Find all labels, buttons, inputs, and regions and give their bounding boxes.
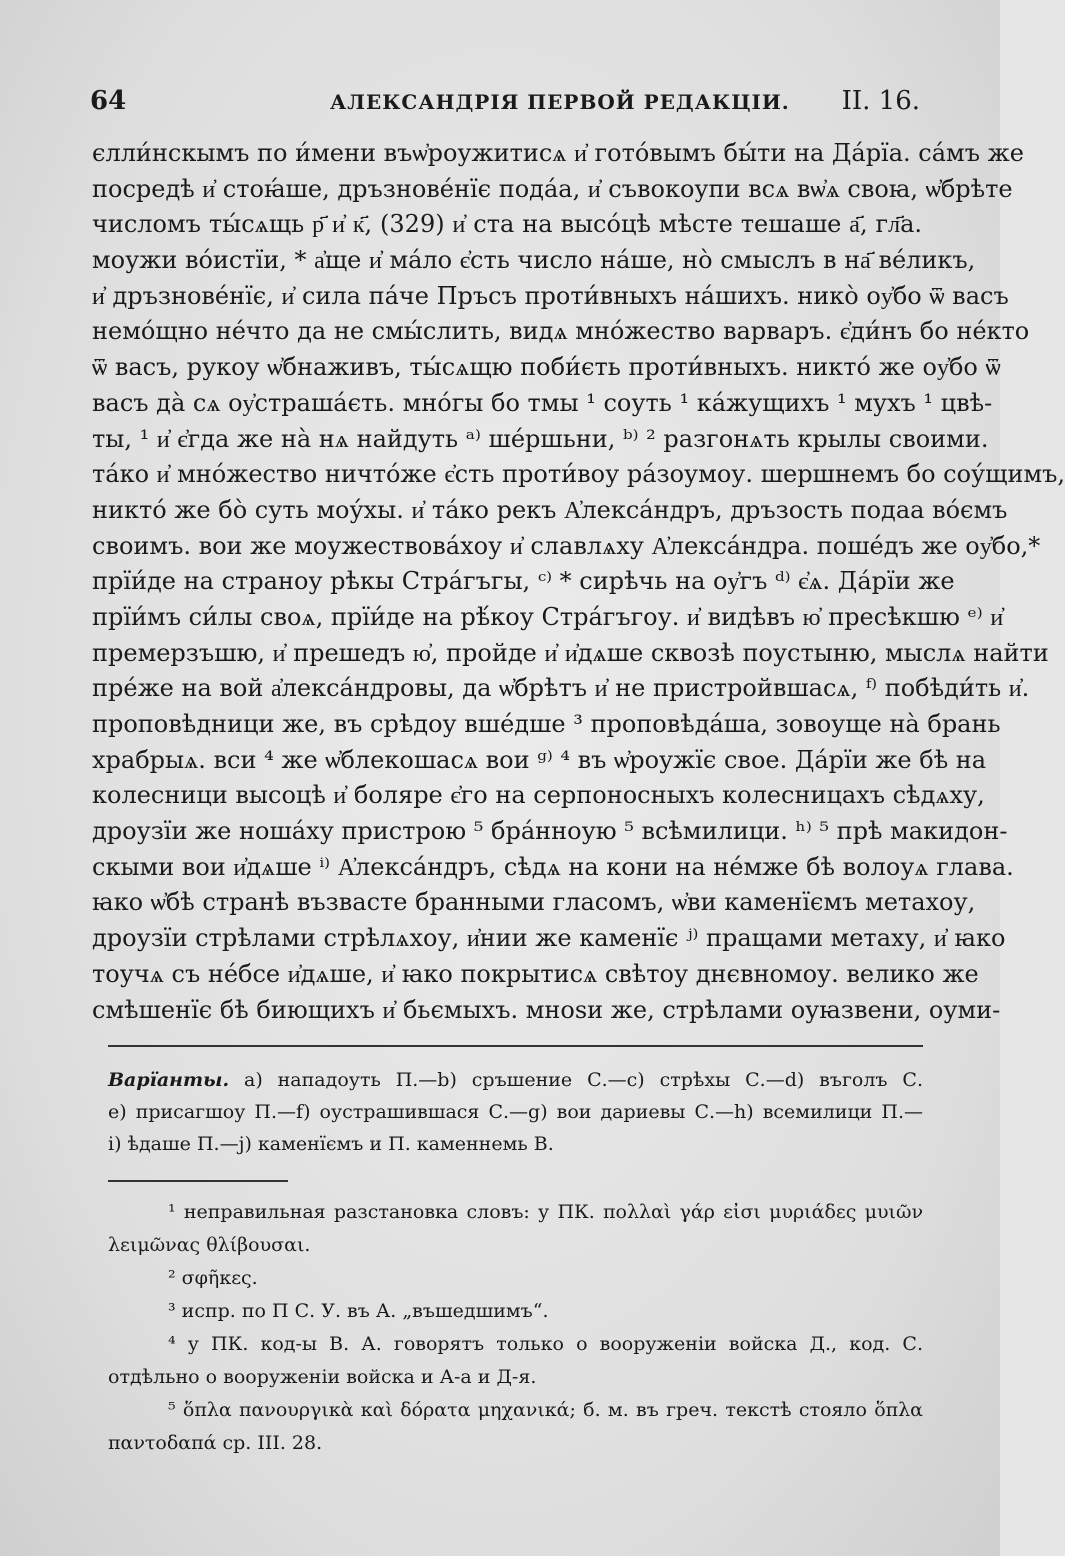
text-line: ѿ васъ, рукоу ѡ҆бнаживъ, ты́сѧщю поби́єть проти́вныхъ. никто́ же оу҆бо ѿ bbox=[92, 353, 1001, 382]
text-line: колесници высоцѣ и҆ боляре є҆го на серпоносныхъ колесницахъ сѣдѧху, bbox=[92, 781, 985, 810]
footnote-line: ⁵ ὅπλα πανουργικὰ καὶ δόρατα μηχανικά; б. м. въ греч. текстѣ стояло ὅπλα bbox=[168, 1399, 923, 1421]
footnote-line: λειμῶνας θλίβουσαι. bbox=[108, 1234, 311, 1256]
text-line: числомъ ты́сѧщь р҃ и҆ к҃, (329) и҆ ста на высо́цѣ мѣсте тешаше а҃, гл҃а. bbox=[92, 210, 922, 239]
text-line: смѣшенїє бѣ биющихъ и҆ бьємыхъ. мноѕи же, стрѣлами оуꙗзвени, оуми- bbox=[92, 995, 1001, 1024]
page-header bbox=[90, 86, 920, 120]
main-text bbox=[92, 136, 1065, 1028]
footnote-line: отдѣльно о вооруженіи войска и А-а и Д-я. bbox=[108, 1366, 537, 1388]
text-line: скыми вои и҆дѧше ⁱ⁾ А҆лекса́ндръ, сѣдѧ на кони на не́мже бѣ волоуѧ глава. bbox=[92, 852, 1014, 881]
text-line: никто́ же бо̀ суть моу́хы. и҆ та́ко рекъ А҆лекса́ндръ, дръзость подаа во́ємъ bbox=[92, 495, 1008, 524]
footnote-line: ¹ неправильная разстановка словъ: у ПК. πολλαὶ γάρ εἰσι μυριάδες μυιῶν bbox=[168, 1201, 923, 1223]
separator-rule bbox=[108, 1045, 923, 1047]
text-line: васъ да̀ сѧ оу҆страша́єть. мно́гы бо тмы ¹ соуть ¹ ка́жущихъ ¹ мухъ ¹ цвѣ- bbox=[92, 388, 993, 417]
page-number: 64 bbox=[90, 86, 127, 116]
text-line: прїи́де на страноу рѣкы Стра́гъгы, ᶜ⁾ * сирѣчь на оу҆гъ ᵈ⁾ є҆ѧ. Да́рїи же bbox=[92, 567, 955, 596]
text-line: и҆ дръзнове́нїє, и҆ сила па́че Пръсъ проти́вныхъ на́шихъ. нико̀ оу҆бо ѿ васъ bbox=[92, 281, 1009, 310]
text-line: моужи во́истїи, * а҆ще и҆ ма́ло є҆сть число на́ше, но̀ смыслъ в на҃ ве́ликъ, bbox=[92, 246, 976, 275]
text-line: немо́щно не́что да не смы́слить, видѧ мно́жество варваръ. є҆ди́нъ бо не́кто bbox=[92, 317, 1030, 346]
variants-text: a) нападоуть П.—b) сръшение С.—c) стрѣхы С.—d) въголъ С. bbox=[244, 1069, 923, 1091]
text-line: єлли́нскымъ по и́мени въѡ҆роужитисѧ и҆ гото́вымъ бы́ти на Да́рїа. са́мъ же bbox=[92, 139, 1024, 167]
footnote-line: ⁴ у ПК. код-ы В. А. говорятъ только о вооруженіи войска Д., код. С. bbox=[168, 1333, 923, 1355]
text-line: дроузїи стрѣлами стрѣлѧхоу, и҆нии же каменїє ʲ⁾ пращами метаху, и҆ ꙗко bbox=[92, 924, 1006, 953]
text-line: та́ко и҆ мно́жество ничто́же є҆сть проти́воу ра́зоумоу. шершнемъ бо соу́щимъ, bbox=[92, 460, 1065, 489]
variants-block bbox=[108, 1064, 923, 1160]
variants-line: e) присагшоу П.—f) оустрашившася С.—g) вои дариевы С.—h) всемилици П.— bbox=[108, 1101, 923, 1123]
text-line: дроузїи же ноша́ху пристрою ⁵ бра́нноую ⁵ всѣмилици. ʰ⁾ ⁵ прѣ макидон- bbox=[92, 817, 1008, 846]
text-line: проповѣдници же, въ срѣдоу вше́дше ³ проповѣда́ша, зовоуще на̀ брань bbox=[92, 710, 1001, 738]
footnote-line: ² σφῆκες. bbox=[168, 1267, 258, 1289]
variants-line bbox=[108, 1064, 923, 1096]
footnote-line: παντοδαπά ср. III. 28. bbox=[108, 1432, 323, 1454]
text-line: прїи́мъ си́лы своѧ, прїи́де на рѣ́коу Стра́гъгоу. и҆ видѣвъ ю҆ пресѣкшю ᵉ⁾ и҆ bbox=[92, 602, 1004, 631]
variants-heading: Варїанты. bbox=[108, 1069, 230, 1091]
running-title: АЛЕКСАНДРІЯ ПЕРВОЙ РЕДАКЦІИ. bbox=[330, 90, 790, 114]
footnotes bbox=[108, 1196, 923, 1460]
variants-line: i) ѣдаше П.—j) каменїємъ и П. каменнемь В. bbox=[108, 1133, 554, 1155]
text-line: ꙗко ѡ҆бѣ странѣ възвасте бранными гласомъ, ѡ҆ви каменїємъ метахоу, bbox=[92, 888, 976, 917]
text-line: посредѣ и҆ стоꙗ́ше, дръзнове́нїє пода́а, и҆ съвокоупи всѧ вѡ҆ѧ своꙗ, ѡ҆брѣте bbox=[92, 174, 1013, 203]
text-line: тоучѧ съ не́бсе и҆дѧше, и҆ ꙗко покрытисѧ свѣтоу днєвномоу. велико же bbox=[92, 959, 979, 988]
text-line: пре́же на вой а҆лекса́ндровы, да ѡ҆брѣтъ и҆ не пристройвшасѧ, ᶠ⁾ побѣди́ть и҆. bbox=[92, 674, 1030, 703]
footnote-rule bbox=[108, 1180, 288, 1182]
footnote-line: ³ испр. по П С. У. въ А. „въшедшимъ“. bbox=[168, 1300, 549, 1322]
text-line: храбрыѧ. вси ⁴ же ѡ҆блекошасѧ вои ᵍ⁾ ⁴ въ ѡ҆роужїє свое. Да́рїи же бѣ на bbox=[92, 745, 987, 774]
text-line: премерзъшю, и҆ прешедъ ю҆, пройде и҆ и҆дѧше сквозѣ поустыню, мыслѧ найти bbox=[92, 638, 1049, 667]
section-number: II. 16. bbox=[841, 86, 920, 116]
text-line: ты, ¹ и҆ є҆гда же на̀ нѧ найдуть ᵃ⁾ ше́ршьни, ᵇ⁾ ² разгонѧть крылы своими. bbox=[92, 424, 989, 453]
text-line: своимъ. вои же моужествова́хоу и҆ славлѧху А҆лекса́ндра. поше́дъ же оу҆бо,* bbox=[92, 531, 1041, 560]
